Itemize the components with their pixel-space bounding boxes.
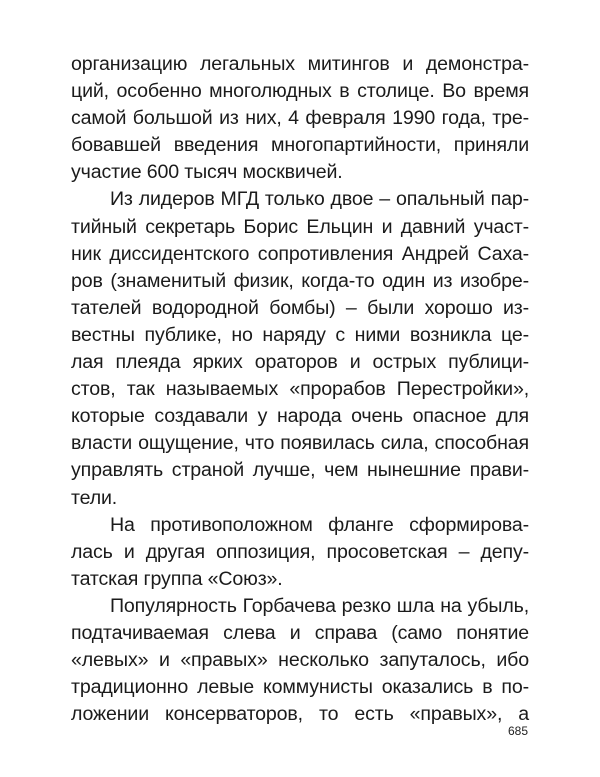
page-number: 685 (507, 724, 528, 738)
text-line: татская группа «Союз». (71, 567, 283, 590)
text-line: организацию легальных митингов и демонстра- (71, 53, 529, 75)
text-line: тийный секретарь Борис Ельцин и давний участ- (71, 215, 529, 238)
text-line: ник диссидентского сопротивления Андрей Саха- (71, 242, 529, 265)
text-line: подтачиваемая слева и справа (само понятие (71, 621, 529, 644)
text-line: «левых» и «правых» несколько запуталось, ибо (71, 649, 529, 672)
text-line: самой большой из них, 4 февраля 1990 года, тре- (71, 107, 529, 130)
text-line: ций, особенно многолюдных в столице. Во время (71, 80, 529, 103)
text-line: управлять страной лучше, чем нынешние прави- (71, 459, 529, 482)
text-line: которые создавали у народа очень опасное для (71, 405, 529, 428)
paragraph-start-line: На противоположном фланге сформирова- (110, 513, 529, 536)
text-line: власти ощущение, что появилась сила, способная (71, 432, 529, 455)
text-line: ров (знаменитый физик, когда-то один из изобре- (71, 269, 529, 292)
text-line: ложении консерваторов, то есть «правых», а (71, 703, 529, 726)
page-text (71, 51, 529, 728)
text-line: лая плеяда ярких ораторов и острых публици- (71, 351, 529, 374)
paragraph-start-line: Из лидеров МГД только двое – опальный пар- (110, 188, 529, 211)
text-line: бовавшей введения многопартийности, приняли (71, 134, 529, 157)
text-line: участие 600 тысяч москвичей. (71, 161, 343, 184)
text-line: тателей водородной бомбы) – были хорошо из- (71, 296, 529, 319)
text-line: тели. (71, 486, 118, 509)
text-line: вестны публике, но наряду с ними возникла це- (71, 323, 529, 346)
text-line: традиционно левые коммунисты оказались в по- (71, 676, 529, 699)
text-line: стов, так называемых «прорабов Перестройки», (71, 378, 529, 401)
paragraph-start-line: Популярность Горбачева резко шла на убыль, (110, 594, 529, 617)
text-line: лась и другая оппозиция, просоветская – депу- (71, 540, 529, 563)
